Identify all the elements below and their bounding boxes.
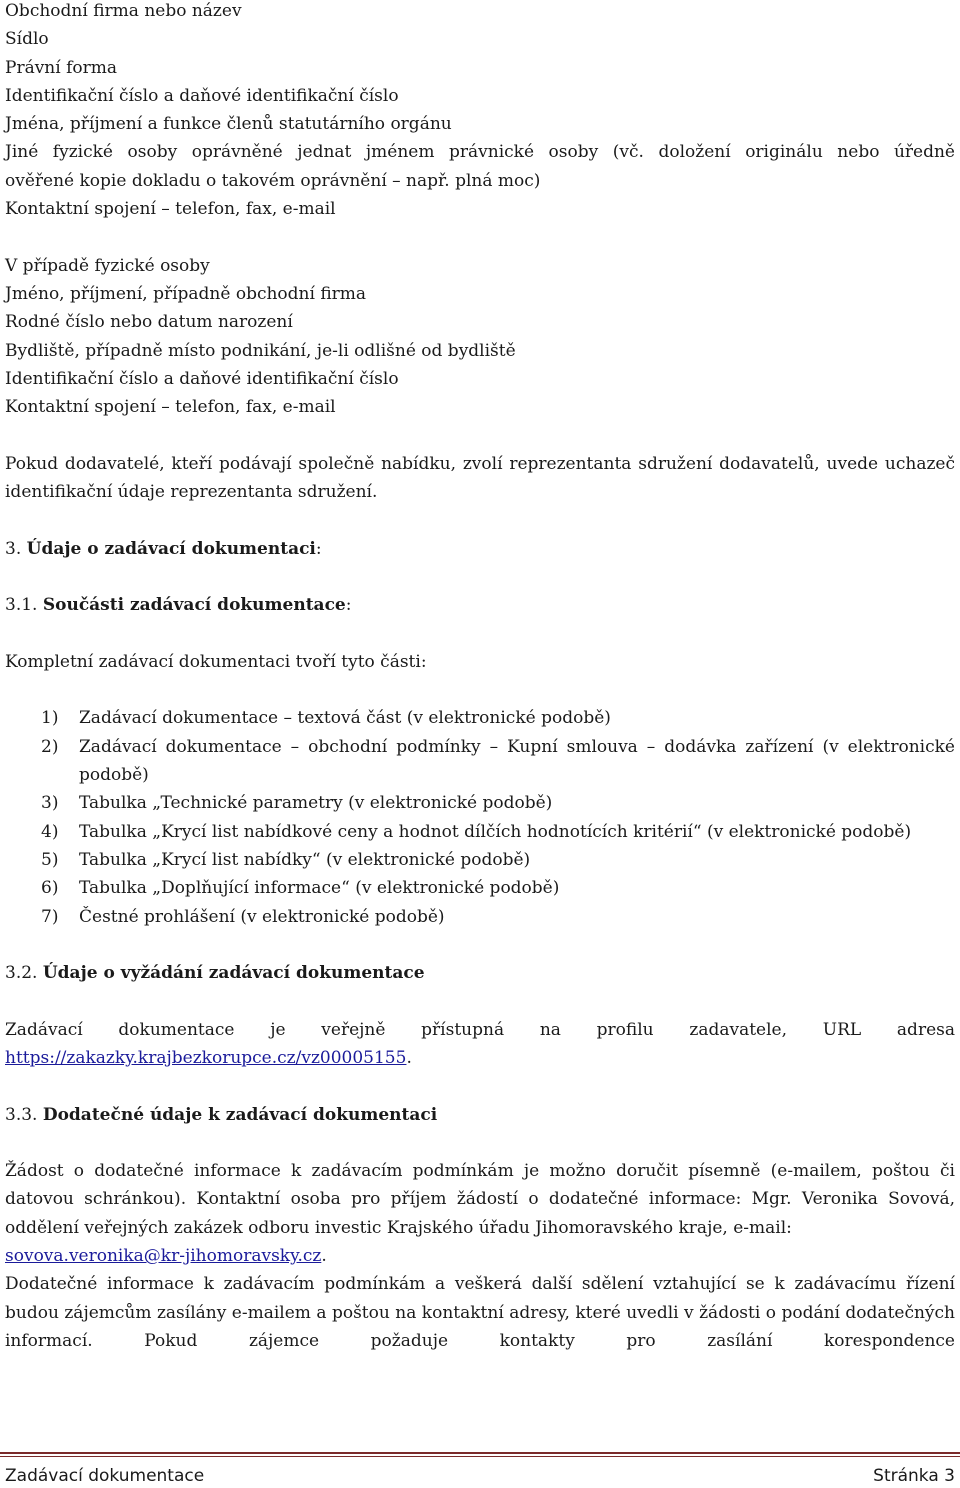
document-components-list bbox=[41, 704, 955, 930]
section-heading-3: 3. Údaje o zadávací dokumentaci: bbox=[5, 538, 322, 559]
correspondence-paragraph: Dodatečné informace k zadávacím podmínkám a veškerá další sdělení vztahující se k zadávacímu řízení budou zájemcům zasílány e-mailem a poštou na kontaktní adresy, které uvedli v žádosti o podání dodatečných informací. Pokud zájemce požaduje kontakty pro zasílání korespondence bbox=[5, 1274, 955, 1351]
section-heading-3-1: 3.1. Součásti zadávací dokumentace: bbox=[5, 595, 352, 616]
list-item: 7) Čestné prohlášení (v elektronické podobě) bbox=[41, 906, 445, 927]
text-line: V případě fyzické osoby bbox=[5, 255, 210, 276]
text-line: Jiné fyzické osoby oprávněné jednat jménem právnické osoby (vč. doložení originálu nebo úředně bbox=[5, 142, 955, 163]
contact-email-link[interactable]: sovova.veronika@kr-jihomoravsky.cz bbox=[5, 1246, 322, 1267]
footer-title: Zadávací dokumentace bbox=[5, 1466, 205, 1486]
text-line: Jména, příjmení a funkce členů statutárního orgánu bbox=[5, 114, 452, 135]
text-line: Identifikační číslo a daňové identifikační číslo bbox=[5, 368, 399, 389]
company-requirements bbox=[5, 0, 955, 223]
section-heading-3-3: 3.3. Dodatečné údaje k zadávací dokumentaci bbox=[5, 1104, 438, 1125]
list-item: 4) Tabulka „Krycí list nabídkové ceny a hodnot dílčích hodnotících kritérií“ (v elektronické podobě) bbox=[41, 821, 912, 842]
list-item: 2) Zadávací dokumentace – obchodní podmínky – Kupní smlouva – dodávka zařízení (v elektronické podobě) bbox=[41, 736, 955, 786]
profile-url-link[interactable]: https://zakazky.krajbezkorupce.cz/vz00005155 bbox=[5, 1047, 407, 1068]
additional-info-paragraph: Žádost o dodatečné informace k zadávacím podmínkám je možno doručit písemně (e-mailem, poštou či datovou schránkou). Kontaktní osoba pro příjem žádostí o dodatečné informace: Mgr. Veronika Sovová, oddělení veřejných zakázek odboru investic Krajského úřadu Jihomoravského kraje, e-mail: sovova.veronika@kr-jihomoravsky.cz. bbox=[5, 1161, 955, 1267]
section-heading-3-2: 3.2. Údaje o vyžádání zadávací dokumentace bbox=[5, 963, 425, 984]
footer-divider bbox=[0, 1452, 960, 1454]
text-line: ověřené kopie dokladu o takovém oprávnění – např. plná moc) bbox=[5, 170, 541, 191]
consortium-paragraph: Pokud dodavatelé, kteří podávají společně nabídku, zvolí reprezentanta sdružení dodavatelů, uvede uchazeč identifikační údaje reprezentanta sdružení. bbox=[5, 453, 955, 503]
list-item: 1) Zadávací dokumentace – textová část (v elektronické podobě) bbox=[41, 708, 611, 729]
text-line: Právní forma bbox=[5, 57, 118, 78]
text-line: Kontaktní spojení – telefon, fax, e-mail bbox=[5, 397, 336, 418]
components-intro: Kompletní zadávací dokumentaci tvoří tyto části: bbox=[5, 651, 427, 672]
document-page bbox=[5, 0, 955, 1355]
natural-person-requirements bbox=[5, 252, 955, 422]
footer-divider bbox=[0, 1456, 960, 1457]
text-line: Rodné číslo nebo datum narození bbox=[5, 312, 293, 333]
profile-paragraph: Zadávací dokumentace je veřejně přístupná na profilu zadavatele, URL adresa https://zakazky.krajbezkorupce.cz/vz00005155. bbox=[5, 1019, 955, 1068]
text-line: Obchodní firma nebo název bbox=[5, 1, 242, 21]
list-item: 3) Tabulka „Technické parametry (v elektronické podobě) bbox=[41, 793, 553, 814]
list-item: 5) Tabulka „Krycí list nabídky“ (v elektronické podobě) bbox=[41, 849, 531, 870]
page-footer bbox=[5, 1464, 955, 1488]
list-item: 6) Tabulka „Doplňující informace“ (v elektronické podobě) bbox=[41, 878, 560, 899]
text-line: Identifikační číslo a daňové identifikační číslo bbox=[5, 85, 399, 106]
text-line: Jméno, příjmení, případně obchodní firma bbox=[5, 283, 367, 304]
text-line: Sídlo bbox=[5, 29, 49, 50]
text-line: Kontaktní spojení – telefon, fax, e-mail bbox=[5, 199, 336, 220]
text-line: Bydliště, případně místo podnikání, je-li odlišné od bydliště bbox=[5, 340, 516, 361]
page-number: Stránka 3 bbox=[873, 1466, 955, 1486]
